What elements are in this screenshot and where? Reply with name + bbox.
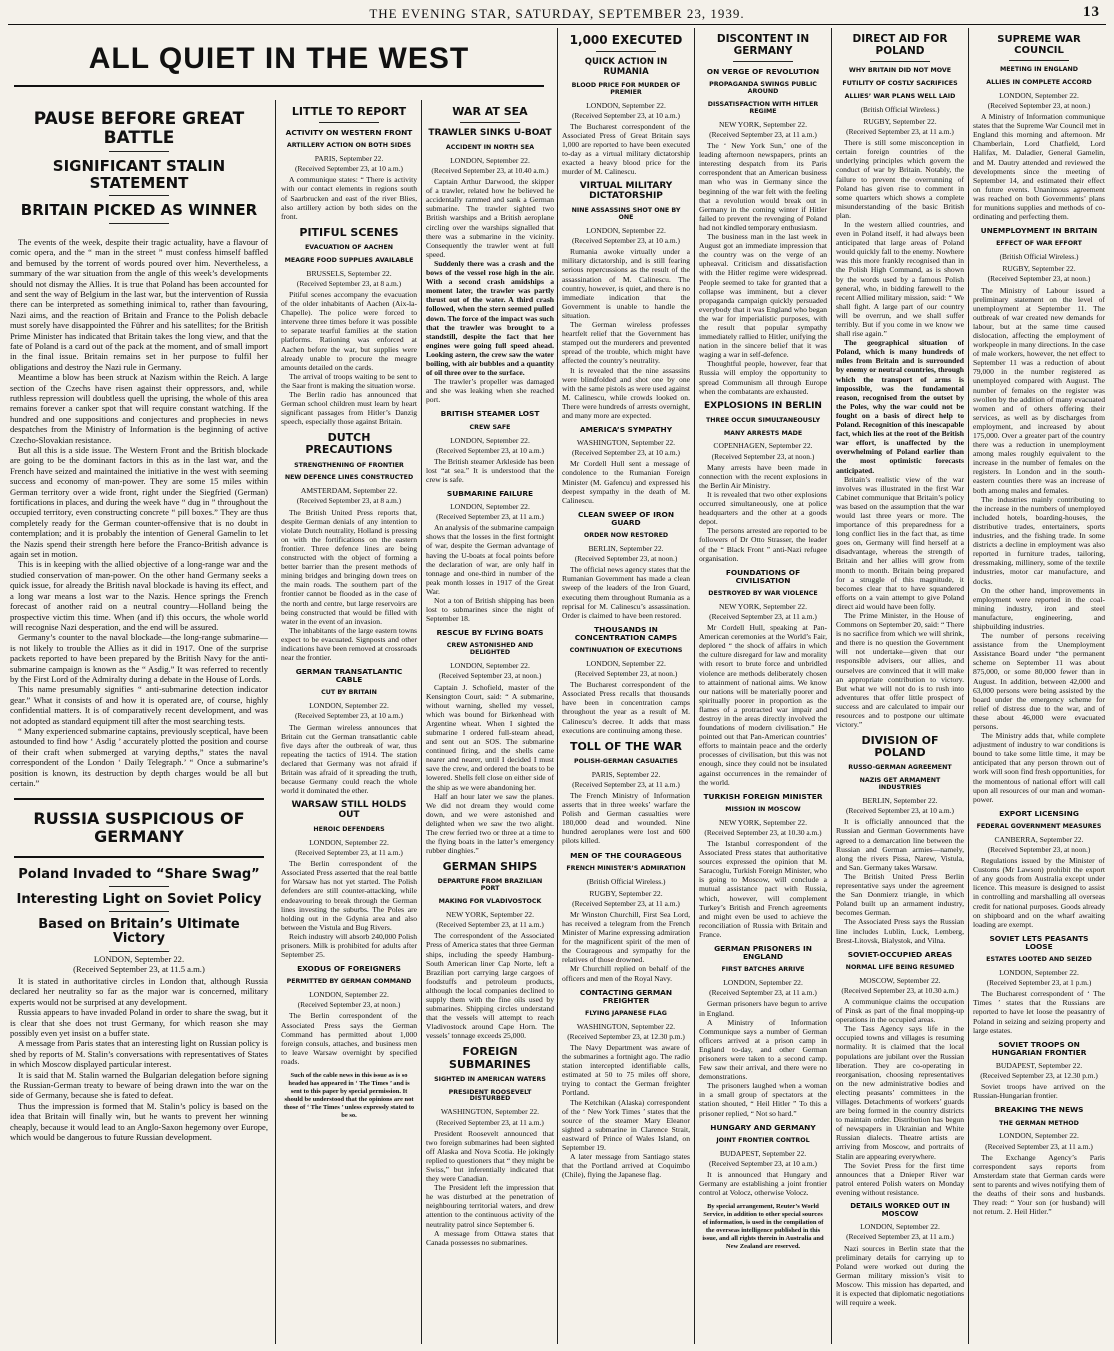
paragraph: It is stated in authoritative circles in London that, although Russia declared her neutrality so far as the major war is concerned, military experts would not be surprised at any development. xyxy=(10,975,268,1007)
main-headline: ALL QUIET IN THE WEST xyxy=(88,42,470,75)
article-subheadline: SIGNIFICANT STALIN STATEMENT xyxy=(52,157,226,192)
column-rule xyxy=(557,28,558,1344)
paragraph: It is revealed that the nine assassins were blindfolded and shot one by one with the same pistols as were used against M. Calinescu, while crowds looked on. There were hundreds of arrests overnight, and many more are expected. xyxy=(562,365,690,420)
received-line: (Received September 23, at 8 a.m.) xyxy=(296,496,402,506)
paragraph: German prisoners have begun to arrive in England. xyxy=(699,999,827,1018)
article-subheadline: CREW SAFE xyxy=(469,423,511,431)
article-headline: PAUSE BEFORE GREAT BATTLE xyxy=(33,109,245,148)
article-headline: SUPREME WAR COUNCIL xyxy=(997,34,1081,56)
received-line: (Received September 23, at 10 a.m.) xyxy=(436,445,544,455)
article-headline: LITTLE TO REPORT xyxy=(291,105,407,118)
paragraph: Captain J. Schofield, master of the Kensington Court, said: “ A submarine, without warning, shelled my vessel, which was bound for Birkenhead with Argentine wheat. When I sighted the submarine I ordered full-steam ahead, and sent out an SOS. The submarine continued firing, and the shells came nearer and nearer, until I decided I must save the crew, and ordered the boats to be lowered. Shells fell close on either side of the ship as we were abandoning her. xyxy=(426,682,554,792)
article-subheadline: MANY ARRESTS MADE xyxy=(723,429,803,437)
paragraph: A communique states: “ There is activity with our contact elements in regions south of Saarbrucken and east of the river Blies, also artillery action by both sides on the front. xyxy=(281,175,417,221)
article-subheadline: THREE OCCUR SIMULTANEOUSLY xyxy=(705,416,821,424)
paragraph: The geographical situation of Poland, which is many hundreds of miles from Britain and is surrounded by enemy or neutral countries, through which the transport of arms is impossible, was the fundamental reason, recognised from the outset by the Poles, why the war could not be fought on a basis of direct help to Poland. Recognition of this inescapable fact, which lies at the root of the British war effort, is unaffected by the overwhelming of Poland earlier than the most optimistic forecasts anticipated. xyxy=(836,338,964,475)
paragraph: The Istanbul correspondent of the Associated Press states that authoritative sources expressed the opinion that M. Saracoglu, Turkish Foreign Minister, who is going to Moscow, will conclude a mutual assistance pact with Russia, which, however, will complement Turkey’s British and French agreements and might even be used to achieve the reconciliation of Russia with Britain and France. xyxy=(699,839,827,939)
dateline: LONDON, September 22. xyxy=(586,226,666,236)
received-line: (Received September 23, at 10 a.m.) xyxy=(572,236,680,246)
article-subheadline: FRENCH MINISTER’S ADMIRATION xyxy=(566,864,686,872)
article-headline: DUTCH PRECAUTIONS xyxy=(305,431,393,457)
dateline: PARIS, September 22. xyxy=(591,769,661,779)
article-subheadline: ARTILLERY ACTION ON BOTH SIDES xyxy=(286,142,412,150)
article-headline: SUBMARINE FAILURE xyxy=(446,488,534,498)
article-subheadline: Poland Invaded to “Share Swag” xyxy=(18,866,260,882)
reuters-note: By special arrangement, Reuter’s World Service, in addition to other special sources of information, is used in the compilation of the overseas intelligence published in this issue, and all rights therein in Australia and New Zealand are reserved. xyxy=(702,1203,824,1251)
article-subheadline: DISSATISFACTION WITH HITLER REGIME xyxy=(707,101,819,115)
paragraph: Not a ton of British shipping has been lost to submarines since the night of September 18. xyxy=(426,596,554,624)
article-headline: RUSSIA SUSPICIOUS OF GERMANY xyxy=(33,809,245,846)
paragraph: The Berlin radio has announced that German school children must learn by heart significant passages from Hitler’s Danzig speech, especially those against Britain. xyxy=(281,389,417,427)
dateline: WASHINGTON, September 22. xyxy=(576,438,676,448)
article-subheadline: PRESIDENT ROOSEVELT DISTURBED xyxy=(448,1088,532,1103)
paragraph: A message from Paris states that an interesting light on Russian policy is shed by reports of M. Stalin’s conversations with representatives of States in which Moscow displayed particular interest. xyxy=(10,1038,268,1070)
paragraph: A communique claims the occupation of Pinsk as part of the final mopping-up operations in the occupied areas. xyxy=(836,996,964,1025)
article-subheadline: BLOOD PRICE FOR MURDER OF PREMIER xyxy=(571,81,681,96)
article-subheadline: MISSION IN MOSCOW xyxy=(725,805,801,813)
received-line: (Received September 23, at noon.) xyxy=(711,451,815,461)
article-headline: BREAKING THE NEWS xyxy=(994,1105,1084,1115)
article-headline: HUNGARY AND GERMANY xyxy=(710,1122,816,1132)
article-subheadline: ACTIVITY ON WESTERN FRONT xyxy=(285,128,413,138)
received-line: (Received September 23, at 12.30 p.m.) xyxy=(567,1031,685,1041)
paragraph: A Ministry of Information Communique says a number of German officers arrived at a prison camp in England to-day, and other German prisoners were taken to a second camp. Few saw their arrival, and there were no demonstrations. xyxy=(699,1017,827,1082)
paragraph: The inhabitants of the large eastern towns expect to be evacuated. Signposts and other indications have been removed at crossroads near the frontier. xyxy=(281,625,417,663)
paragraph: The British United Press reports that, despite German denials of any intention to violate Dutch neutrality, Holland is pressing on with the fortifications on the eastern frontier. Three defence lines are being constructed with the object of forming a better barrier than the present methods of mining bridges and bringing down trees on the main roads. The southern part of the frontier cannot be flooded as in the case of the north and centre, but large reservoirs are being constructed that would be filled with water in the event of an invasion. xyxy=(281,507,417,626)
article-subheadline: NEW DEFENCE LINES CONSTRUCTED xyxy=(284,474,414,482)
article-headline: GERMAN PRISONERS IN ENGLAND xyxy=(714,944,812,962)
paragraph: Reich industry will absorb 240,000 Polish prisoners. Milk is prohibited for adults after September 25. xyxy=(281,931,417,960)
dateline: BUDAPEST, September 22. xyxy=(995,1060,1083,1070)
article-subheadline: CREW ASTONISHED AND DELIGHTED xyxy=(446,642,534,657)
paragraph: The business man in the last week in August got an immediate impression that the country was on the verge of an upheaval. Criticism and dissatisfaction with the Hitler regime were widespread. People seemed to take for granted that a collapse was imminent, but a clever propaganda campaign quickly persuaded everybody that it was England who began the war for imperialistic purposes, with the result that popular sympathy immediately rallied to Hitler, unifying the nation in the sincere belief that it was waging a war in self-defence. xyxy=(699,232,827,360)
divider xyxy=(319,122,379,123)
paragraph: The Bucharest correspondent of the Associated Press recalls that thousands have been in concentration camps throughout the year as a result of M. Calinescu’s decree. It adds that mass executions are continuing among these. xyxy=(562,680,690,735)
article-subheadline: FLYING JAPANESE FLAG xyxy=(585,1009,667,1017)
article-subheadline: NORMAL LIFE BEING RESUMED xyxy=(845,963,955,971)
received-line: (Received September 23, at 11 a.m.) xyxy=(846,1232,954,1242)
article-subheadline: ALLIES’ WAR PLANS WELL LAID xyxy=(844,92,956,100)
article-headline: AMERICA’S SYMPATHY xyxy=(579,425,673,435)
paragraph: The number of persons receiving assistance from the Unemployment Assistance Board under “the permanent scheme on September 11 was about 875,000, or some 80,000 fewer than in August. In addition, between 42,000 and 63,000 persons were being assisted by the board under the emergency scheme for relief of distress due to the war, and of these about 46,000 were evacuated persons. xyxy=(973,631,1105,731)
article-headline: GERMAN SHIPS xyxy=(442,860,538,874)
column-2 xyxy=(281,100,417,1344)
received-line: (Received September 23, at 11 a.m.) xyxy=(709,130,817,140)
article-subheadline: RUSSO-GERMAN AGREEMENT xyxy=(848,764,952,772)
article-subheadline: CUT BY BRITAIN xyxy=(321,689,377,697)
paragraph: The President left the impression that he was disturbed at the penetration of neighbouring territorial waters, and drew attention to the continuous activity of the neutrality patrol since September 6. xyxy=(426,1183,554,1229)
paragraph: There is still some misconception in certain foreign countries of the underlying principles which govern the conduct of war by Britain. Notably, the failure to prevent the overrunning of Poland has given rise to comment in some quarters which shows a complete misunderstanding of the basic British plan. xyxy=(836,138,964,220)
dateline: LONDON, September 22. xyxy=(860,1222,940,1232)
paragraph: Rumania awoke virtually under a military dictatorship, and is still fearing serious repercussions as the result of the assassination of M. Calinescu. The country, however, is quiet, and there is no immediate indication that the Government is unable to handle the situation. xyxy=(562,247,690,320)
dateline: BERLIN, September 22. xyxy=(862,796,938,806)
article-subheadline: CONTINUATION OF EXECUTIONS xyxy=(569,647,683,655)
received-line: (Received September 23, at 11 a.m.) xyxy=(436,1117,544,1127)
copyright-note: Such of the cable news in this issue as is so headed has appeared in ‘ The Times ’ and is sent to this paper by special permission. It should be understood that the opinions are not those of ‘ The Times ’ unless expressly stated to be so. xyxy=(283,1072,415,1120)
column-6 xyxy=(836,28,964,1344)
article-subheadline: FUTILITY OF COSTLY SACRIFICES xyxy=(842,80,958,88)
paragraph: The British steamer Arkleside has been lost “at sea.” It is understood that the crew is safe. xyxy=(426,456,554,484)
article-headline: DETAILS WORKED OUT IN MOSCOW xyxy=(850,1202,950,1218)
paragraph: Britain’s realistic view of the war involves was illustrated in the first War Cabinet communique that Britain’s policy was based on the assumption that the war would last three years or more. The importance of this preparedness for a long conflict lies in the fact that, as time goes on, Germany will find herself at a disadvantage, whereas the strength of Britain and her allies will grow from month to month. Britain being prepared for a struggle of this magnitude, it becomes clear that to have squandered efforts on a vain attempt to give Poland direct aid would have been folly. xyxy=(836,474,964,611)
column-rule xyxy=(421,100,422,1344)
received-line: (Received September 23, at 11 a.m.) xyxy=(436,512,544,522)
paragraph: The Ministry adds that, while complete adjustment of industry to war conditions is bound to take some little time, it may be anticipated that any person thrown out of work will soon find fresh opportunities, for the momentous of national effort will call upon all resources of our man and woman-power. xyxy=(973,731,1105,804)
article-headline: THOUSANDS IN CONCENTRATION CAMPS xyxy=(574,624,678,642)
article-headline: TURKISH FOREIGN MINISTER xyxy=(703,791,823,801)
received-line: (Received September 23, at 12.30 p.m.) xyxy=(980,1071,1098,1081)
paragraph: But all this is a side issue. The Western Front and the British blockade are going to be the dominant factors in this as in the last war, and the French have seized and maintained the initiative in the west with seeming success and economy of man-power. They are some 15 miles within German territory over a wide front, right under the Siegfried (German) fortifications in places, and during the week have “ dug in ” throughout the occupied territory, even constructing concrete “ pill boxes.” They are thus completely ready for the German counter-offensive that is no doubt in contemplation; and it is probably the intention of General Gamelin to let the Nazis spend their strength here before the Franco-British advance is again set in motion. xyxy=(10,445,268,560)
divider xyxy=(109,223,169,224)
dateline: LONDON, September 22. xyxy=(999,1131,1079,1141)
paragraph: The Berlin correspondent of the Associated Press says the German Command has permitted about 1,000 foreign consuls, attaches, and business men to leave Warsaw overnight by specified roads. xyxy=(281,1011,417,1066)
article-subheadline: ON VERGE OF REVOLUTION xyxy=(706,67,820,77)
received-line: (Received September 23, at 10 a.m.) xyxy=(572,448,680,458)
paragraph: Captain Arthur Darwood, the skipper of a trawler, related how he believed he accidentally rammed and sank a German submarine. The trawler sighted two British warships and a British aeroplane circling over the warships signalled that there was a submarine in the vicinity. Consequently the trawler went at full speed. xyxy=(426,177,554,259)
paragraph: President Roosevelt announced that two foreign submarines had been sighted off Alaska and Nova Scotia. He jokingly replied to questioners that “ they might be Swiss,” but inferentially indicated that they were Canadian. xyxy=(426,1128,554,1184)
article-headline: FOUNDATIONS OF CIVILISATION xyxy=(725,567,801,585)
divider xyxy=(870,61,930,62)
column-5 xyxy=(699,28,827,1344)
divider xyxy=(460,122,520,123)
received-line: (Received September 23, at 10 a.m.) xyxy=(709,1158,817,1168)
column-rule xyxy=(694,28,695,1344)
article-subheadline: STRENGTHENING OF FRONTIER xyxy=(294,461,404,469)
received-line: (Received September 23, at 10.40 a.m.) xyxy=(431,166,549,175)
column-rule xyxy=(275,100,276,1344)
paragraph: Mr Cordell Hull, speaking at Pan-American ceremonies at the World’s Fair, deplored “ the shock of affairs in which the culture disregard for law and morality with resort to brute force and unbridled violence are methods deliberately chosen to attainment of national aims. We know our nations will be materially poorer and spiritually poorer in proportion as the flames of a protracted war impair and destroy in the areas directly involved the foundations of modern civilisation.” He pointed out that Pan-American countries’ efforts to maintain peace and the orderly processes of civilisation, but this was not enough, since they could not be insulated against occurrences in the remainder of the world. xyxy=(699,623,827,787)
article-subheadline: DEPARTURE FROM BRAZILIAN PORT xyxy=(437,878,543,893)
article-subheadline: PERMITTED BY GERMAN COMMAND xyxy=(286,978,412,986)
divider xyxy=(14,856,264,858)
article-headline: WAR AT SEA xyxy=(452,105,528,118)
article-subheadline: NINE ASSASSINS SHOT ONE BY ONE xyxy=(571,207,681,222)
article-headline: DIRECT AID FOR POLAND xyxy=(852,33,948,57)
paragraph: The correspondent of the Associated Press of America states that three German ships, including the speedy Hamburg-South American liner Cap Norte, left a Brazilian port carrying large cargoes of foodstuffs and petroleum products, although the local companies declined to supply them with the fine oils used by submarines. Shipping circles understand that the vessels will attempt to reach Vladivostock around Cape Horn. The vessels’ tonnage exceeds 25,000. xyxy=(426,931,554,1041)
dateline: RUGBY, September 22. xyxy=(863,116,937,126)
received-line: (Received September 23, at 11 a.m.) xyxy=(709,988,817,998)
received-line: (Received September 23, at noon.) xyxy=(297,1000,401,1010)
paragraph: Many arrests have been made in connection with the recent explosions in the Berlin Air Ministry. xyxy=(699,462,827,490)
column-rule xyxy=(968,28,969,1344)
paragraph: The German wireless professes heartfelt relief that the Government has stamped out the murderers and prevented spread of the trouble, which might have affected the country’s neutrality. xyxy=(562,320,690,366)
paragraph: The German wireless announces that Britain cut the German transatlantic cable five days after the outbreak of war, thus repeating the tactics of 1914. The station declared that Germany was not afraid if Britain was afraid of it spreading the truth, because Germany could reach the whole world it dominated the ether. xyxy=(281,722,417,796)
received-line: (Received September 23, at 11 a.m.) xyxy=(572,779,680,789)
received-line: (Received September 23, at 11 a.m.) xyxy=(985,1141,1093,1151)
divider xyxy=(14,85,544,87)
dateline: NEW YORK, September 22. xyxy=(446,910,534,920)
dateline: CANBERRA, September 22. xyxy=(994,834,1084,844)
divider xyxy=(109,951,169,952)
article-subheadline: WHY BRITAIN DID NOT MOVE xyxy=(848,67,952,75)
divider xyxy=(109,886,169,887)
dateline: BRUSSELS, September 22. xyxy=(306,268,392,278)
divider xyxy=(109,151,169,152)
article-subheadline: NAZIS GET ARMAMENT INDUSTRIES xyxy=(859,777,941,792)
dateline: LONDON, September 22. xyxy=(309,990,389,1000)
dateline: NEW YORK, September 22. xyxy=(719,817,807,827)
received-line: (Received September 23, at 11 a.m.) xyxy=(709,611,817,621)
dateline: LONDON, September 22. xyxy=(450,502,530,512)
article-subheadline: BRITAIN PICKED AS WINNER xyxy=(20,201,258,220)
received-line: (Received September 23, at 10 a.m.) xyxy=(572,110,680,120)
received-line: (Received September 23, at 11 a.m.) xyxy=(846,127,954,137)
paragraph: A message from Ottawa states that Canada possesses no submarines. xyxy=(426,1228,554,1247)
article-subheadline: EFFECT OF WAR EFFORT xyxy=(996,240,1082,248)
received-line: (Received September 23, at noon.) xyxy=(574,669,678,679)
paragraph: A later message from Santiago states that the Portland arrived at Coquimbo (Chile), flying the Japanese flag. xyxy=(562,1152,690,1180)
paragraph: Russia appears to have invaded Poland in order to share the swag, but it is clear that she does not trust Germany, for which reason she may possibly even yet insist on a buffer state. xyxy=(10,1007,268,1038)
received-line: (Received September 23, at noon.) xyxy=(987,100,1091,110)
paragraph: This is in keeping with the allied objective of a long-range war and the studied conservation of man-power. On the other hand Germany seeks a quick issue, for already the British naval blockade is having its effect, and a long war means a lost war to the Nazis. Hence springs the French forecast of another raid on a neutral country—Holland being the prospective victim this time. When (and if) this occurs, the whole world will recognise Nazi desperation, and the end will be assured. xyxy=(10,559,268,632)
dateline: LONDON, September 22. xyxy=(586,659,666,669)
paragraph: The Berlin correspondent of the Associated Press asserted that the real battle for Warsaw has not yet started. The Polish defenders are still counter-attacking, while endeavouring to break through the German lines investing the suburbs. The Poles are holding out in the Gdynia area and also between the Vistula and Bug Rivers. xyxy=(281,859,417,932)
received-line: (Received September 23, at noon.) xyxy=(987,845,1091,854)
article-subheadline: MAKING FOR VLADIVOSTOCK xyxy=(438,898,542,906)
article-headline: DIVISION OF POLAND xyxy=(861,734,939,760)
page-number: 13 xyxy=(1083,4,1100,20)
article-subheadline: ALLIES IN COMPLETE ACCORD xyxy=(986,78,1092,86)
paragraph: It is said that M. Stalin warned the Bulgarian delegation before signing the Russian-German treaty to beware of being drawn into the war on the side of Germany, because she is fated to defeat. xyxy=(10,1069,268,1101)
paragraph: Germany’s counter to the naval blockade—the long-range submarine—is not likely to trouble the Allies as it did in 1917. One of the surprise packets reported to have been prepared by the British Navy for the anti-submarine campaign is known as the “ Asdig.” It was referred to recently by the First Lord of the Admiralty during a debate in the House of Lords. xyxy=(10,632,268,684)
column-4 xyxy=(562,28,690,1344)
dateline: NEW YORK, September 22. xyxy=(719,119,807,129)
source-line: (British Official Wireless.) xyxy=(860,104,940,114)
running-head xyxy=(0,6,1114,22)
dateline: LONDON, September 22. xyxy=(999,968,1079,978)
dateline: NEW YORK, September 22. xyxy=(719,601,807,611)
article-subheadline: PROPAGANDA SWINGS PUBLIC AROUND xyxy=(709,81,817,96)
paragraph: The Soviet Press for the first time announces that a Dnieper River war patrol entered Polish waters on Monday evening without resistance. xyxy=(836,1160,964,1197)
paragraph: The official news agency states that the Rumanian Government has made a clean sweep of the leaders of the Iron Guard, executing them throughout Rumania as a reprisal for M. Calinescu’s assassination. Order is claimed to have been restored. xyxy=(562,565,690,620)
paragraph: It is announced that Hungary and Germany are establishing a joint frontier control at Volocz, otherwise Volocz. xyxy=(699,1169,827,1198)
article-subheadline: HEROIC DEFENDERS xyxy=(313,826,385,834)
paragraph: In the western allied countries, and even in Poland itself, it had always been anticipated that large areas of Poland would quickly fall to the enemy. Nowhere was this more frankly recognised than in the Polish High Command, as is shown by the words used by a famous Polish general, who, in bidding farewell to the recent Allied military mission, said: “ We shall fight. A large part of our country will be overrun, and we shall suffer terribly. But if you come in we know we shall rise again.” xyxy=(836,219,964,339)
paragraph: This name presumably signifies “ anti-submarine detection indicator gear.” What it consists of and how it is operated are, of course, highly confidential matters. It is of comparatively recent development, and was not adopted as standard equipment till after the most searching tests. xyxy=(10,684,268,726)
dateline: LONDON, September 22. xyxy=(309,838,389,847)
header-rule xyxy=(8,24,1106,25)
received-line: (Received September 23, at 10 a.m.) xyxy=(295,711,403,721)
paragraph: The Associated Press says the Russian line includes Lublin, Luck, Lemberg, Brest-Litovsk, Bialystok, and Vilna. xyxy=(836,917,964,945)
paragraph: The Exchange Agency’s Paris correspondent says reports from Amsterdam state that German cards were sent to parents and wives notifying them of the deaths of their sons and husbands. They read: “ Your son (or husband) will not return. 2. Heil Hitler.” xyxy=(973,1152,1105,1217)
column-rule xyxy=(831,28,832,1344)
dateline: AMSTERDAM, September 22. xyxy=(300,486,398,496)
received-line: (Received September 23, at 1 p.m.) xyxy=(986,978,1092,988)
received-line: (Received September 23, at 10.30 a.m.) xyxy=(841,985,959,995)
article-subheadline: Based on Britain’s Ultimate Victory xyxy=(38,917,240,947)
article-headline: DISCONTENT IN GERMANY xyxy=(716,33,810,57)
paragraph: Nazi sources in Berlin state that the preliminary details for carrying up to Poland were worked out during the German military mission’s visit to Moscow. This mission has departed, and it is expected that diplomatic negotiations will require a week. xyxy=(836,1243,964,1308)
dateline: MOSCOW, September 22. xyxy=(859,975,941,985)
paragraph: Meantime a blow has been struck at Nazism within the Reich. A large section of the Czechs have risen against their oppressors, and, while ruthless repression will doubtless quell the uprising, the whole of this area remains forever a canker spot that will require constant watching. If the hundred and one suppositions and conjectures and prophecies in news despatches from the Ministry of Information is the beginning of active Czecho-Slovakian resistance. xyxy=(10,372,268,445)
divider xyxy=(1009,60,1069,61)
article-headline: GERMAN TRANSATLANTIC CABLE xyxy=(295,667,403,685)
article-headline: CONTACTING GERMAN FREIGHTER xyxy=(579,987,673,1005)
paragraph: On the other hand, improvements in employment were reported in the coal-mining industry, iron and steel manufacture, engineering, and shipbuilding industries. xyxy=(973,585,1105,631)
paragraph: Suddenly there was a crash and the bows of the vessel rose high in the air. With a second crash amidships a moment later, the trawler was partly thrust out of the water. A third crash followed, when the stern seemed pulled down. The force of the impact was such that the trawler was brought to a standstill, despite the fact that her engines were going full speed ahead. Looking astern, the crew saw the water boiling, with air bubbles and a quantity of oil three over to the surface. xyxy=(426,258,554,378)
paragraph: Pitiful scenes accompany the evacuation of the older inhabitants of Aachen (Aix-la-Chapelle). The police were forced to intervene three times before it was possible to separate tearful families at the station platforms. Rationing was enforced at Aachen before the war, but supplies were already unable to procure the meagre amounts detailed on the cards. xyxy=(281,289,417,372)
article-subheadline: MEETING IN ENGLAND xyxy=(999,66,1079,73)
column-3 xyxy=(426,100,554,1344)
dateline: LONDON, September 22. xyxy=(586,100,666,110)
paragraph: Half an hour later we saw the planes. We did not dream they would come down, and we were astonished and delighted when we saw the two alight. The crew ferried two or three at a time to the flying boats in the latter’s emergency rubber dinghies.” xyxy=(426,791,554,856)
dateline: LONDON, September 22. xyxy=(999,90,1079,100)
column-7 xyxy=(973,28,1105,1344)
dateline: LONDON, September 22. xyxy=(450,435,530,445)
running-head-title: THE EVENING STAR, SATURDAY, SEPTEMBER 23, 1939. xyxy=(369,6,745,21)
received-line: (Received September 23, at 10 a.m.) xyxy=(846,806,954,816)
article-headline: PITIFUL SCENES xyxy=(299,225,399,239)
dateline: RUGBY, September 22. xyxy=(589,888,663,898)
dateline: PARIS, September 22. xyxy=(314,154,384,164)
paragraph: The Bucharest correspondent of the Associated Press of Great Britain says 1,000 are reported to have been executed to-day as a virtual military dictatorship exacted a heavy blood price for the murder of M. Calinescu. xyxy=(562,121,690,177)
paragraph: The British United Press Berlin representative says under the agreement the San Donmierz triangle, in which Poland built up an armament industry, becomes German. xyxy=(836,871,964,918)
paragraph: The ‘ New York Sun,’ one of the leading afternoon newspapers, prints an interesting despatch from its Paris correspondent that an American business man who was in Germany since the beginning of the war felt with the feeling that a revolution would break out in Germany in the coming winter if Hitler failed to prevent the revenging of Poland had not kindled temporary enthusiasm. xyxy=(699,141,827,232)
article-subheadline: ESTATES LOOTED AND SEIZED xyxy=(986,956,1092,964)
dateline: LONDON, September 22. xyxy=(723,978,803,988)
paragraph: The Ketchikan (Alaska) correspondent of the ‘ New York Times ’ states that the source of the steamer Mary Eleanor sighted a submarine in Clarence Strait, eastward of Prince of Wales Island, on September 19. xyxy=(562,1097,690,1153)
dateline: LONDON, September 22. xyxy=(450,661,530,671)
article-headline: UNEMPLOYMENT IN BRITAIN xyxy=(980,226,1098,236)
article-headline: SOVIET TROOPS ON HUNGARIAN FRONTIER xyxy=(991,1039,1087,1057)
received-line: (Received September 23, at noon.) xyxy=(574,554,678,564)
received-line: (Received September 23, at 11 a.m.) xyxy=(436,920,544,930)
paragraph: The French Ministry of Information asserts that in three weeks’ warfare the Polish and German casualties were 180,000 dead and wounded. Nine hundred aeroplanes were lost and 600 pilots killed. xyxy=(562,790,690,846)
dateline: LONDON, September 22. xyxy=(309,701,389,711)
paragraph: The Bucharest correspondent of ‘ The Times ’ states that the Russians are reported to have let loose the peasantry of Poland in seizing and seizing property and large estates. xyxy=(973,989,1105,1035)
received-line: (Received September 23, at 10 a.m.) xyxy=(295,164,403,174)
paragraph: Soviet troops have arrived on the Russian-Hungarian frontier. xyxy=(973,1082,1105,1101)
article-subheadline: EVACUATION OF AACHEN xyxy=(304,243,394,251)
divider xyxy=(109,195,169,196)
divider xyxy=(733,61,793,62)
article-subheadline: Interesting Light on Soviet Policy xyxy=(16,891,262,907)
paragraph: The events of the week, despite their tragic actuality, have a flavour of comic opera, and the “ man in the street ” must confess himself baffled and bemused by the torrent of words poured over him. Nevertheless, a summary of the war situation from the angle of this week’s developments should not dismay the Allies. It is true that Poland has been accounted for and sent the way of Belgium in the last war, but the intervention of Russia there can be interpreted as something inimical to, rather than favouring, Nazi aims, and the reaction of Britain and France to the Polish debacle must sorely have disappointed the Führer and his satellites; for the British Prime Minister has indicated that Britain takes the long view, and that the fate of Poland is a card out of the pack at the moment, and of small import in the final issue. Britain remains set in her purpose to fulfil her obligations and destroy the Nazi rule in Germany. xyxy=(10,236,268,372)
dateline: BUDAPEST, September 22. xyxy=(719,1148,807,1158)
article-headline: FOREIGN SUBMARINES xyxy=(449,1045,531,1071)
paragraph: “ Many experienced submarine captains, previously sceptical, have been astounded to find how ‘ Asdig ’ accurately plotted the position and course of their craft when submerged at varying depths,” states the naval correspondent of the London ‘ Daily Telegraph.’ “ Once a submarine’s position is known, its destruction by depth charges would be all but certain.” xyxy=(10,725,268,788)
article-headline: VIRTUAL MILITARY DICTATORSHIP xyxy=(579,181,673,202)
paragraph: Mr Churchill replied on behalf of the officers and men of the Royal Navy. xyxy=(562,964,690,983)
article-subheadline: THE GERMAN METHOD xyxy=(999,1119,1079,1127)
article-headline: WARSAW STILL HOLDS OUT xyxy=(291,800,407,821)
article-subheadline: POLISH-GERMAN CASUALTIES xyxy=(574,757,678,765)
dateline: WASHINGTON, September 22. xyxy=(440,1107,540,1117)
article-subheadline: DESTROYED BY WAR VIOLENCE xyxy=(708,589,818,597)
paragraph: The Tass Agency says life in the occupied towns and villages is resuming normality. It is claimed that the local populations are jubilant over the Russian liberation. They are co-operating in reorganisation, choosing representatives on the new administrative bodies and electing peasants’ committees in the villages. Detachments of workers’ guards are being formed in the country districts to maintain order. Distribution has begun of newspapers in Ukrainian and White Russian dialects. Theatre artists are arriving from Moscow, and portraits of Stalin are appearing everywhere. xyxy=(836,1024,964,1161)
paragraph: The trawler’s propeller was damaged and she was leaking when she reached port. xyxy=(426,377,554,405)
paragraph: An analysis of the submarine campaign shows that the losses in the first fortnight of war, despite the German advantage of having the U-boats at focal points before the declaration of war, are only half in tonnage and one-third in number of the peak month losses in 1917 of the Great War. xyxy=(426,523,554,596)
paragraph: Thus the impression is formed that M. Stalin’s policy is based on the idea that Britain will finally win, but he wants to prevent her winning cheaply, because it would lead to an Anglo-Saxon hegemony over Europe, which would be dangerous to future Russian development. xyxy=(10,1100,268,1143)
source-line: (British Official Wireless.) xyxy=(586,876,666,886)
article-subheadline: MEAGRE FOOD SUPPLIES AVAILABLE xyxy=(284,256,414,264)
received-line: (Received September 23, at 8 a.m.) xyxy=(296,278,402,288)
received-line: (Received September 23, at 11 a.m.) xyxy=(295,848,403,858)
article-headline: EXPLOSIONS IN BERLIN xyxy=(704,400,822,411)
paragraph: It is revealed that two other explosions occurred simultaneously, one at police headquarters and the other at a goods depot. xyxy=(699,489,827,527)
article-headline: BRITISH STEAMER LOST xyxy=(440,409,540,419)
paragraph: The arrival of troops waiting to be sent to the Saar front is making the situation worse. xyxy=(281,371,417,390)
article-headline: MEN OF THE COURAGEOUS xyxy=(570,850,682,860)
paragraph: Mr Winston Churchill, First Sea Lord, has received a telegram from the French Minister of Marine expressing admiration for the magnificent spirit of the men of the Courageous and sympathy for the relatives of those drowned. xyxy=(562,909,690,965)
article-subheadline: JOINT FRONTIER CONTROL xyxy=(716,1136,810,1144)
article-headline: SOVIET LETS PEASANTS LOOSE xyxy=(989,933,1089,951)
paragraph: The Prime Minister, in the House of Commons on September 20, said: “ There is no sacrifice from which we will shrink, and there is no question the Government will not undertake—given that our responsible advisers, our allies, and ourselves are convinced that it will make an appropriate contribution to victory. But what we will not do is to rush into adventures that offer little prospect of success and are calculated to impair our resources and to postpone our ultimate victory.” xyxy=(836,611,964,730)
dateline: LONDON, September 22. xyxy=(93,953,185,964)
paragraph: A Ministry of Information communique states that the Supreme War Council met in England this morning and afternoon. Mr Chamberlain, Lord Chatfield, Lord Halifax, M. Daladier, General Gamelin, and M. Dautry attended and reviewed the developments since the meeting of September 14, and estimated their effect on future events. Unanimous agreement was reached on both Governments’ plans for munitions supplies and methods of co-ordinating and perfecting them. xyxy=(973,112,1105,222)
dateline: RUGBY, September 22. xyxy=(1002,264,1076,274)
received-line: (Received September 23, at noon.) xyxy=(987,274,1091,284)
article-headline: TOLL OF THE WAR xyxy=(569,739,683,753)
divider xyxy=(109,911,169,912)
dateline: COPENHAGEN, September 22. xyxy=(713,441,813,451)
dateline: BERLIN, September 22. xyxy=(588,544,664,554)
dateline: LONDON, September 22. xyxy=(450,155,530,165)
dateline: WASHINGTON, September 22. xyxy=(576,1021,676,1031)
paragraph: The Navy Department was aware of the submarines a fortnight ago. The radio station intercepted identifiable calls, estimated at 50 to 75 miles off shore, trying to contact the German freighter Portland. xyxy=(562,1043,690,1098)
article-headline: EXPORT LICENSING xyxy=(999,808,1079,818)
divider xyxy=(14,798,264,800)
article-subheadline: ORDER NOW RESTORED xyxy=(583,532,669,540)
paragraph: Regulations issued by the Minister of Customs (Mr Lawson) prohibit the export of any goods from Australia except under licence. This measure is designed to assist in controlling and marshalling all overseas credit for national purposes. Goods already on shipboard and on the wharf awaiting loading are exempt. xyxy=(973,856,1105,929)
received-line: (Received September 23, at 11 a.m.) xyxy=(572,898,680,908)
paragraph: Thoughtful people, however, fear that Russia will employ the opportunity to spread Communism all through Europe when the combatants are exhausted. xyxy=(699,359,827,396)
article-headline: 1,000 EXECUTED xyxy=(569,33,683,47)
paragraph: The persons arrested are reported to be followers of Dr Otto Strasser, the leader of the “ Black Front ” anti-Nazi refugee organisation. xyxy=(699,526,827,563)
article-subheadline: SIGHTED IN AMERICAN WATERS xyxy=(434,1075,546,1083)
article-headline: EXODUS OF FOREIGNERS xyxy=(297,964,401,974)
paragraph: The prisoners laughed when a woman in a small group of spectators at the station shouted, “ Heil Hitler ” To this a prisoner replied, “ Not so hard.” xyxy=(699,1081,827,1118)
source-line: (British Official Wireless.) xyxy=(999,252,1079,262)
paragraph: The Ministry of Labour issued a preliminary statement on the level of unemployment at September 11. The outbreak of war created new demands for labour, but at the same time caused dislocation, affecting the employment of workpeople in many directions. In the case of male workers, however, the net effect to September 11 was a reduction of about 79,000 in the number registered as unemployed compared with August. The number of females on the register was swollen by the addition of many evacuated women and of others offering their services, as well as by discharges from employment, and increased by about 175,000. Over a greater part of the country there was a reduction in unemployment among males roughly equivalent to the increase in the number of females on the registers. In London and in the south-eastern counties there was an increase of both among males and females. xyxy=(973,285,1105,495)
article-subheadline: QUICK ACTION IN RUMANIA xyxy=(584,57,668,77)
article-headline: RESCUE BY FLYING BOATS xyxy=(436,628,544,638)
received-line: (Received September 23, at 11.5 a.m.) xyxy=(73,963,205,974)
paragraph: It is officially announced that the Russian and German Governments have agreed to a demarcation line between the Russian and German armies—namely, along the rivers Pissa, Narew, Vistula, and San. Germany takes Warsaw. xyxy=(836,817,964,872)
article-subheadline: ACCIDENT IN NORTH SEA xyxy=(445,143,535,151)
received-line: (Received September 23, at noon.) xyxy=(438,671,542,681)
paragraph: Mr Cordell Hull sent a message of condolence to the Rumanian Foreign Minister (M. Gafencu) and expressed his deepest sympathy in the death of M. Calinescu. xyxy=(562,459,690,505)
article-subheadline: FEDERAL GOVERNMENT MEASURES xyxy=(976,822,1102,830)
received-line: (Received September 23, at 10.30 a.m.) xyxy=(704,827,822,837)
article-subheadline: FIRST BATCHES ARRIVE xyxy=(721,966,805,974)
divider xyxy=(596,51,656,52)
article-subheadline: TRAWLER SINKS U-BOAT xyxy=(428,128,552,139)
article-headline: SOVIET-OCCUPIED AREAS xyxy=(847,949,953,959)
article-headline: CLEAN SWEEP OF IRON GUARD xyxy=(577,509,675,527)
paragraph: The industries mainly contributing to the increase in the numbers of unemployed included hotels, boarding-houses, the distributive trades, entertainers, sports industries, and the fishing trade. In some districts a decline in employment was also reported in furniture trades, tailoring, dressmaking, millinery, some of the textile industries, motor car manufacture, and docks. xyxy=(973,494,1105,586)
